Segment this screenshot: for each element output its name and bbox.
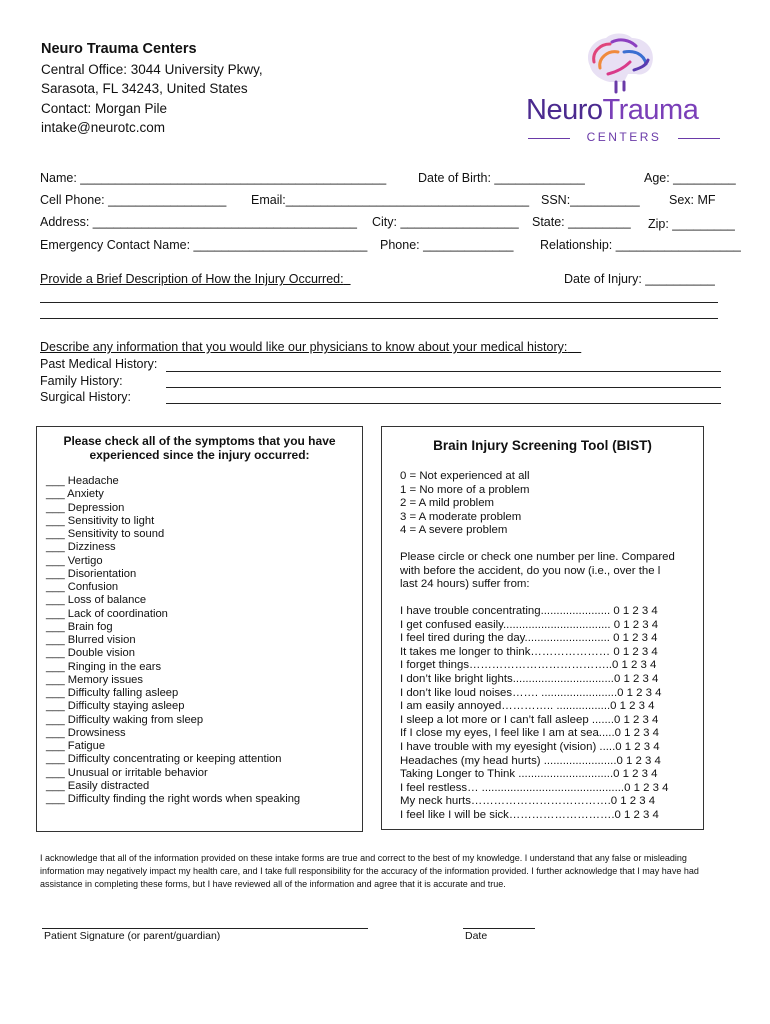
- signature-date-line[interactable]: [463, 928, 535, 929]
- symptom-item[interactable]: ___ Difficulty waking from sleep: [46, 713, 204, 726]
- injury-description-line-2[interactable]: [40, 318, 718, 319]
- logo-word-neuro: Neuro: [526, 94, 603, 126]
- sex-field[interactable]: Sex: MF: [669, 193, 716, 207]
- family-history-line[interactable]: [166, 387, 721, 388]
- zip-field[interactable]: Zip: _________: [648, 217, 735, 231]
- family-history-label: Family History:: [40, 374, 123, 388]
- logo: [522, 32, 722, 144]
- city-field[interactable]: City: _________________: [372, 215, 519, 229]
- bist-scale-line: 1 = No more of a problem: [400, 483, 530, 496]
- logo-word-trauma: Trauma: [602, 94, 699, 126]
- bist-instruction-line: with before the accident, do you now (i.e., over the l: [400, 564, 661, 577]
- bist-item[interactable]: If I close my eyes, I feel like I am at sea.....0 1 2 3 4: [400, 727, 659, 740]
- symptoms-title-line-2: experienced since the injury occurred:: [89, 448, 310, 462]
- bist-item[interactable]: I am easily annoyed………….. .................0 1 2 3 4: [400, 700, 655, 713]
- injury-description-line-1[interactable]: [40, 302, 718, 303]
- bist-box: [381, 426, 704, 830]
- brain-icon: [580, 32, 660, 94]
- bist-scale-line: 2 = A mild problem: [400, 497, 495, 510]
- symptom-item[interactable]: ___ Blurred vision: [46, 634, 136, 646]
- state-field[interactable]: State: _________: [532, 215, 631, 229]
- emergency-phone-field[interactable]: Phone: _____________: [380, 238, 514, 252]
- symptom-item[interactable]: ___ Headache: [46, 475, 119, 487]
- symptom-item[interactable]: ___ Confusion: [46, 581, 119, 593]
- bist-title: Brain Injury Screening Tool (BIST): [433, 438, 652, 453]
- emergency-contact-field[interactable]: Emergency Contact Name: _________________________: [40, 238, 368, 252]
- age-field[interactable]: Age: _________: [644, 171, 736, 185]
- injury-date-field[interactable]: Date of Injury: __________: [564, 272, 715, 286]
- symptom-list: [46, 475, 300, 806]
- symptom-item[interactable]: ___ Difficulty concentrating or keeping attention: [46, 753, 282, 766]
- symptom-item[interactable]: ___ Anxiety: [46, 488, 104, 501]
- bist-item[interactable]: I feel like I will be sick……………………….0 1 2 3 4: [400, 808, 659, 821]
- bist-item[interactable]: I have trouble with my eyesight (vision) .....0 1 2 3 4: [400, 740, 660, 753]
- bist-scale-line: 0 = Not experienced at all: [400, 470, 530, 482]
- symptom-item[interactable]: ___ Loss of balance: [46, 594, 147, 607]
- address-line-1: Central Office: 3044 University Pkwy,: [41, 61, 263, 77]
- dob-field[interactable]: Date of Birth: _____________: [418, 171, 585, 185]
- acknowledgement-text: I acknowledge that all of the information provided on these intake forms are true and correct to the best of my knowledge. I understand that any false or misleading information may negatively impact my health care, and I take full responsibility for the accuracy of the information provided. I further acknowledge that I may have had assistance in completing these forms, but I have reviewed all of the information and agree that it is accurate and true.: [40, 853, 699, 889]
- symptoms-box: [36, 426, 363, 832]
- address-field[interactable]: Address: ______________________________________: [40, 215, 357, 229]
- symptom-item[interactable]: ___ Difficulty staying asleep: [46, 700, 185, 713]
- symptoms-title-line-1: Please check all of the symptoms that you have: [63, 434, 336, 448]
- bist-item[interactable]: I feel restless… .............................................0 1 2 3 4: [400, 781, 669, 794]
- bist-item[interactable]: I have trouble concentrating...................... 0 1 2 3 4: [400, 605, 658, 617]
- symptom-item[interactable]: ___ Ringing in the ears: [46, 660, 162, 673]
- bist-item[interactable]: Taking Longer to Think ..............................0 1 2 3 4: [400, 768, 658, 781]
- bist-instructions: [400, 551, 675, 592]
- cell-phone-field[interactable]: Cell Phone: _________________: [40, 193, 227, 207]
- past-medical-history-line[interactable]: [166, 371, 721, 372]
- symptoms-title: [37, 434, 362, 462]
- bist-scale-line: 4 = A severe problem: [400, 524, 508, 537]
- symptom-item[interactable]: ___ Sensitivity to sound: [46, 528, 165, 540]
- symptom-item[interactable]: ___ Depression: [46, 501, 125, 514]
- symptom-item[interactable]: ___ Memory issues: [46, 673, 143, 686]
- logo-sub-text: CENTERS: [586, 130, 662, 144]
- email-field[interactable]: Email:___________________________________: [251, 193, 530, 207]
- symptom-item[interactable]: ___ Double vision: [46, 647, 135, 660]
- symptom-item[interactable]: ___ Unusual or irritable behavior: [46, 766, 208, 779]
- logo-subline: [528, 132, 720, 144]
- injury-description-label: [40, 272, 351, 286]
- bist-item[interactable]: Headaches (my head hurts) .......................0 1 2 3 4: [400, 754, 661, 767]
- symptom-item[interactable]: ___ Drowsiness: [46, 726, 126, 739]
- surgical-history-line[interactable]: [166, 403, 721, 404]
- symptom-item[interactable]: ___ Lack of coordination: [46, 607, 168, 620]
- address-line-2: Sarasota, FL 34243, United States: [41, 81, 248, 96]
- relationship-field[interactable]: Relationship: __________________: [540, 238, 741, 252]
- bist-item[interactable]: I don’t like loud noises……. ........................0 1 2 3 4: [400, 686, 662, 699]
- org-name: Neuro Trauma Centers: [41, 41, 197, 57]
- history-prompt: [40, 340, 581, 354]
- bist-item[interactable]: I forget things………………………………..0 1 2 3 4: [400, 659, 657, 672]
- bist-items: [400, 605, 668, 823]
- bist-instruction-line: last 24 hours) suffer from:: [400, 578, 530, 591]
- ssn-field[interactable]: SSN:__________: [541, 193, 640, 207]
- bist-instruction-line: Please circle or check one number per line. Compared: [400, 551, 675, 563]
- symptom-item[interactable]: ___ Easily distracted: [46, 779, 150, 792]
- org-header: [41, 40, 263, 138]
- bist-item[interactable]: I get confused easily.................................. 0 1 2 3 4: [400, 618, 659, 631]
- name-field[interactable]: Name: ____________________________________________: [40, 171, 387, 185]
- symptom-item[interactable]: ___ Vertigo: [46, 554, 103, 567]
- signature-date-label: Date: [465, 930, 488, 942]
- bist-scale: [400, 470, 530, 538]
- bist-item[interactable]: I don’t like bright lights................................0 1 2 3 4: [400, 672, 659, 685]
- bist-item[interactable]: It takes me longer to think………………… 0 1 2 3 4: [400, 645, 658, 658]
- patient-signature-line[interactable]: [42, 928, 368, 929]
- symptom-item[interactable]: ___ Dizziness: [46, 541, 116, 554]
- injury-prompt: Provide a Brief Description of How the Injury Occurred:: [40, 272, 344, 286]
- logo-wordmark: [526, 94, 698, 126]
- bist-item[interactable]: I feel tired during the day........................... 0 1 2 3 4: [400, 632, 658, 645]
- bist-scale-line: 3 = A moderate problem: [400, 510, 522, 523]
- symptom-item[interactable]: ___ Difficulty falling asleep: [46, 687, 179, 699]
- contact-email: intake@neurotc.com: [41, 120, 166, 135]
- symptom-item[interactable]: ___ Sensitivity to light: [46, 514, 155, 527]
- contact-person: Contact: Morgan Pile: [41, 100, 168, 116]
- patient-signature-label: Patient Signature (or parent/guardian): [44, 930, 221, 942]
- past-medical-history-label: Past Medical History:: [40, 357, 158, 371]
- surgical-history-label: Surgical History:: [40, 390, 131, 404]
- bist-item[interactable]: I sleep a lot more or I can’t fall asleep .......0 1 2 3 4: [400, 713, 659, 726]
- symptom-item[interactable]: ___ Brain fog: [46, 620, 113, 633]
- symptom-item[interactable]: ___ Difficulty finding the right words when speaking: [46, 793, 301, 805]
- bist-item[interactable]: My neck hurts……………………………….0 1 2 3 4: [400, 795, 656, 808]
- symptom-item[interactable]: ___ Disorientation: [46, 567, 137, 580]
- symptom-item[interactable]: ___ Fatigue: [46, 740, 106, 752]
- history-prompt-text: Describe any information that you would like our physicians to know about your medical history:: [40, 340, 568, 354]
